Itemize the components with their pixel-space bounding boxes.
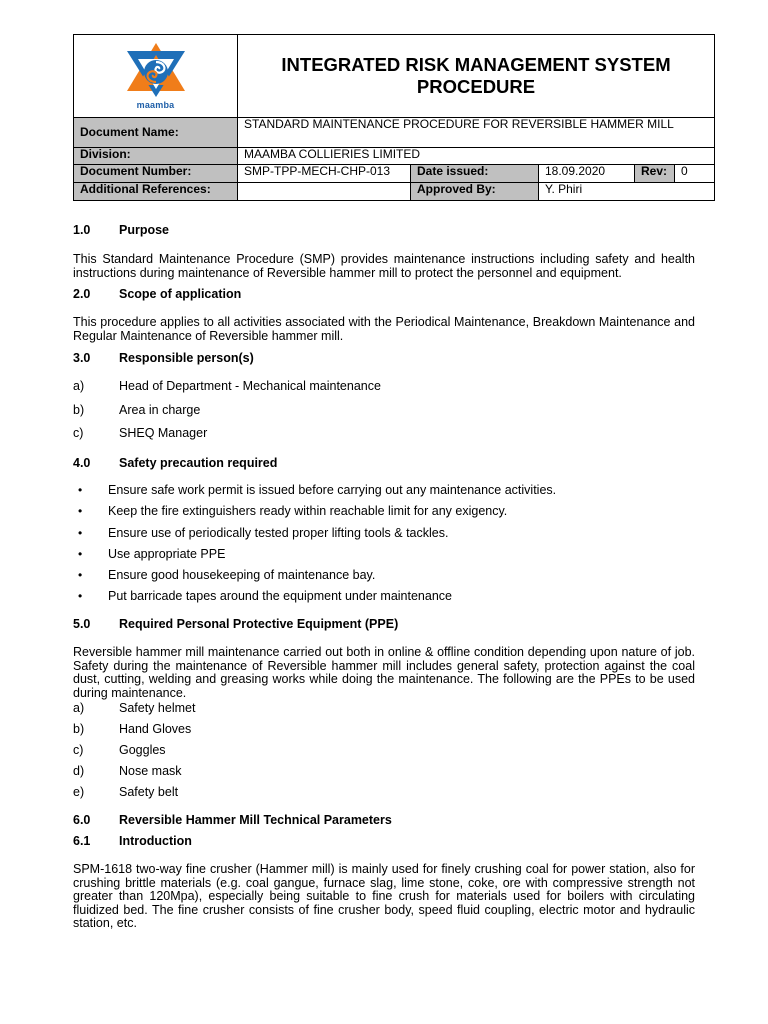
list-item-text: Hand Gloves <box>119 722 192 736</box>
document-number-label: Document Number: <box>74 165 238 183</box>
section-title: Responsible person(s) <box>119 351 254 365</box>
date-issued-value: 18.09.2020 <box>539 165 635 183</box>
section-title: Purpose <box>119 223 170 237</box>
scope-paragraph: This procedure applies to all activities associated with the Periodical Maintenance, Breakdown Maintenance and Regular Maintenance of Reversible hammer mill. <box>73 315 695 343</box>
maamba-logo <box>119 41 193 112</box>
bullet-item <box>78 504 507 518</box>
list-item-text: Head of Department - Mechanical maintenance <box>119 379 381 393</box>
additional-references-value <box>238 183 411 201</box>
section-title: Reversible Hammer Mill Technical Parameters <box>119 813 392 827</box>
bullet-text: Ensure safe work permit is issued before carrying out any maintenance activities. <box>108 483 557 497</box>
list-marker: e) <box>73 785 85 799</box>
list-item-text: SHEQ Manager <box>119 426 208 440</box>
bullet-item <box>78 483 556 497</box>
bullet-item <box>78 589 452 603</box>
division-label: Division: <box>74 148 238 165</box>
section-heading-ppe <box>73 617 398 631</box>
document-name-value: STANDARD MAINTENANCE PROCEDURE FOR REVERSIBLE HAMMER MILL <box>238 118 715 148</box>
document-header-table <box>73 34 715 201</box>
list-marker: a) <box>73 701 85 715</box>
list-item <box>73 379 381 393</box>
bullet-icon: • <box>78 483 83 497</box>
section-number: 5.0 <box>73 617 91 631</box>
rev-value: 0 <box>675 165 715 183</box>
list-item <box>73 743 166 757</box>
bullet-icon: • <box>78 504 83 518</box>
approved-by-label: Approved By: <box>411 183 539 201</box>
bullet-item <box>78 547 225 561</box>
section-number: 6.1 <box>73 834 91 848</box>
bullet-item <box>78 568 375 582</box>
section-number: 2.0 <box>73 287 91 301</box>
section-number: 4.0 <box>73 456 91 470</box>
list-marker: a) <box>73 379 85 393</box>
list-item <box>73 785 178 799</box>
bullet-text: Ensure use of periodically tested proper lifting tools & tackles. <box>108 526 449 540</box>
section-title: Safety precaution required <box>119 456 278 470</box>
list-item-text: Safety helmet <box>119 701 196 715</box>
ppe-paragraph: Reversible hammer mill maintenance carried out both in online & offline condition depending upon nature of job. Safety during the maintenance of Reversible hammer mill includes general safety, protection against the coal dust, cutting, welding and greasing works while doing the maintenance. The following are the PPEs to be used during maintenance. <box>73 645 695 700</box>
list-item <box>73 426 207 440</box>
section-heading-technical <box>73 813 392 827</box>
list-item-text: Safety belt <box>119 785 179 799</box>
section-heading-purpose <box>73 223 169 237</box>
introduction-paragraph: SPM-1618 two-way fine crusher (Hammer mill) is mainly used for finely crushing coal for power station, also for crushing brittle materials (e.g. coal gangue, furnace slag, lime stone, coke, ore with compressive strength not greater than 120Mpa), especially being suitable to fine crush for materials used for boilers with circulating fluidized bed. The fine crusher consists of fine crusher body, speed fluid coupling, electric motor and hydraulic station, etc. <box>73 862 695 930</box>
rev-label: Rev: <box>635 165 675 183</box>
bullet-icon: • <box>78 547 83 561</box>
document-title: INTEGRATED RISK MANAGEMENT SYSTEM PROCEDURE <box>238 35 715 118</box>
section-number: 3.0 <box>73 351 91 365</box>
list-item-text: Nose mask <box>119 764 182 778</box>
list-marker: b) <box>73 403 85 417</box>
bullet-text: Put barricade tapes around the equipment under maintenance <box>108 589 452 603</box>
star-logo-icon <box>119 41 193 99</box>
approved-by-value: Y. Phiri <box>539 183 715 201</box>
bullet-icon: • <box>78 568 83 582</box>
section-number: 1.0 <box>73 223 91 237</box>
section-heading-scope <box>73 287 241 301</box>
section-heading-safety <box>73 456 277 470</box>
section-heading-responsible <box>73 351 254 365</box>
document-name-label: Document Name: <box>74 118 238 148</box>
section-title: Introduction <box>119 834 192 848</box>
bullet-item <box>78 526 448 540</box>
section-number: 6.0 <box>73 813 91 827</box>
list-item-text: Area in charge <box>119 403 201 417</box>
section-title: Required Personal Protective Equipment (PPE) <box>119 617 399 631</box>
bullet-icon: • <box>78 589 83 603</box>
bullet-icon: • <box>78 526 83 540</box>
logo-text: maamba <box>136 99 175 110</box>
list-item <box>73 722 191 736</box>
date-issued-label: Date issued: <box>411 165 539 183</box>
list-marker: d) <box>73 764 85 778</box>
list-item <box>73 701 195 715</box>
document-number-value: SMP-TPP-MECH-CHP-013 <box>238 165 411 183</box>
list-item-text: Goggles <box>119 743 166 757</box>
section-title: Scope of application <box>119 287 242 301</box>
purpose-paragraph: This Standard Maintenance Procedure (SMP) provides maintenance instructions including safety and health instructions during maintenance of Reversible hammer mill to protect the personnel and equipment. <box>73 252 695 280</box>
logo-cell <box>74 35 238 118</box>
division-value: MAAMBA COLLIERIES LIMITED <box>238 148 715 165</box>
list-marker: c) <box>73 426 84 440</box>
section-heading-introduction <box>73 834 192 848</box>
list-marker: c) <box>73 743 84 757</box>
list-item <box>73 764 182 778</box>
additional-references-label: Additional References: <box>74 183 238 201</box>
bullet-text: Use appropriate PPE <box>108 547 226 561</box>
bullet-text: Ensure good housekeeping of maintenance bay. <box>108 568 376 582</box>
bullet-text: Keep the fire extinguishers ready within reachable limit for any exigency. <box>108 504 508 518</box>
list-marker: b) <box>73 722 85 736</box>
list-item <box>73 403 200 417</box>
